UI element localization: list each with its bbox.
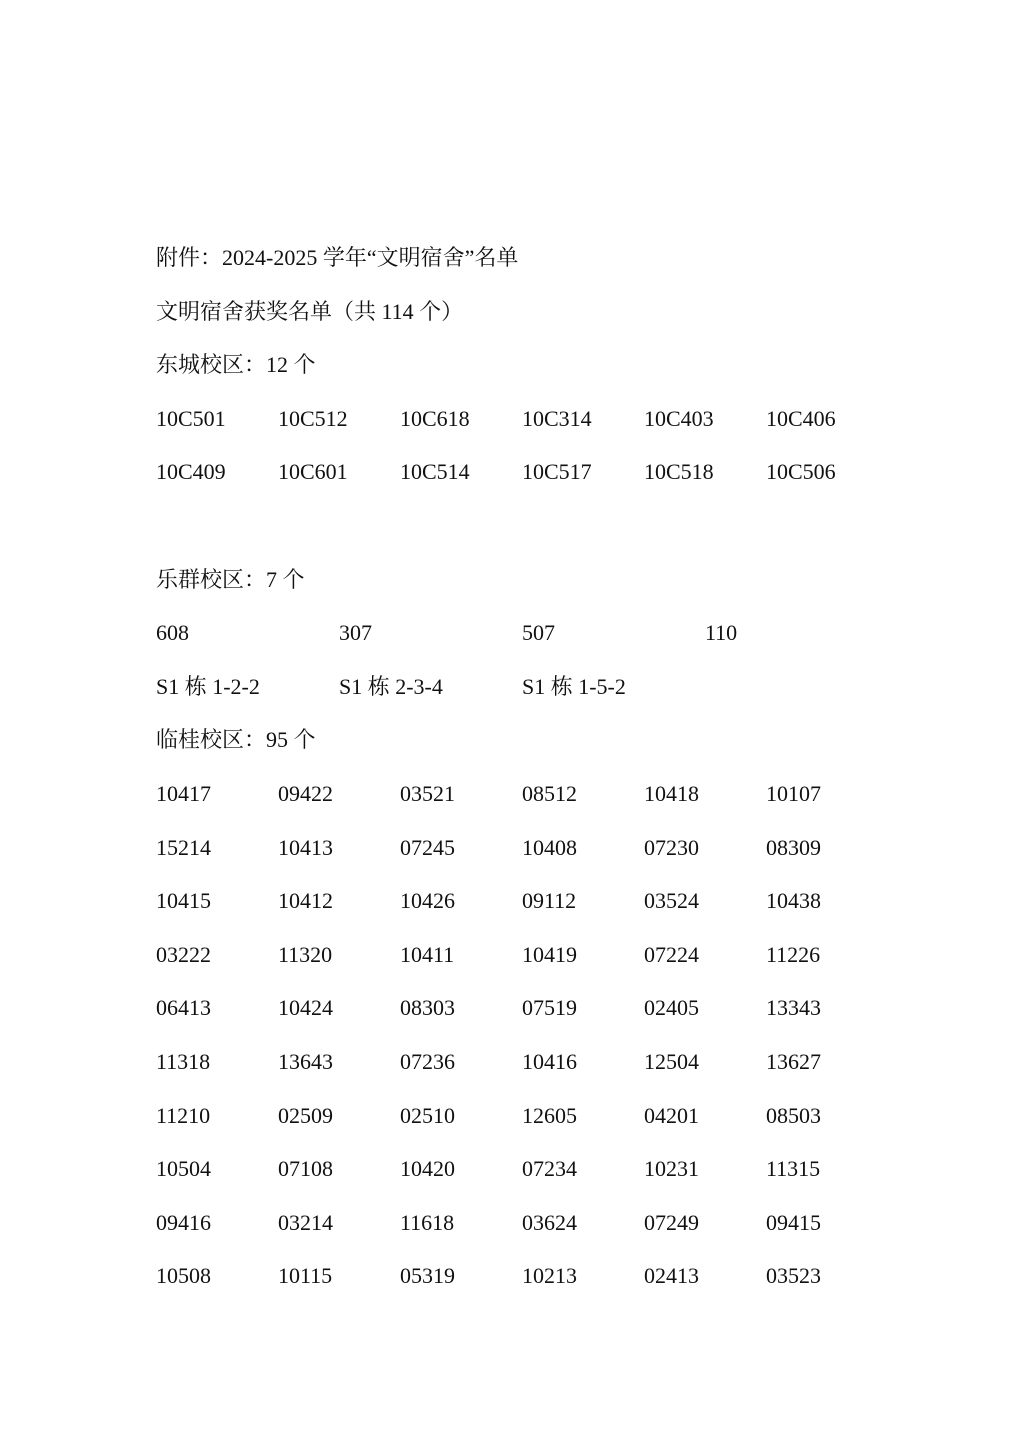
dorm-id: 09422: [278, 780, 333, 806]
dorm-id: 09416: [156, 1209, 211, 1235]
dorm-row: [156, 821, 876, 875]
dorm-id: 07236: [400, 1048, 455, 1074]
dorm-id: 10415: [156, 888, 211, 914]
dorm-id: 07245: [400, 834, 455, 860]
dorm-id: 608: [156, 620, 189, 646]
dorm-row: [156, 981, 876, 1035]
document-subtitle: 文明宿舍获奖名单（共 114 个）: [156, 298, 464, 324]
dorm-row: [156, 1196, 876, 1250]
dorm-id: 13343: [766, 995, 821, 1021]
dorm-id: 02413: [644, 1263, 699, 1289]
dorm-id: 10115: [278, 1263, 333, 1289]
dorm-id: 03523: [766, 1263, 821, 1289]
dorm-id: 11210: [156, 1102, 211, 1128]
dorm-id: 10C601: [278, 459, 348, 485]
dorm-id: 110: [705, 620, 738, 646]
dorm-id: S1 栋 2-3-4: [339, 673, 443, 699]
dorm-id: 02509: [278, 1102, 333, 1128]
dorm-row: [156, 1142, 876, 1196]
dorm-row: [156, 445, 876, 499]
dorm-id: 02405: [644, 995, 699, 1021]
dorm-row: [156, 1089, 876, 1143]
dorm-id: 10107: [766, 780, 821, 806]
dorm-row: [156, 392, 876, 446]
dorm-id: 10C512: [278, 405, 348, 431]
dorm-id: 07224: [644, 941, 699, 967]
campus-sections: [156, 338, 876, 1303]
dorm-row: [156, 1249, 876, 1303]
dorm-row: [156, 606, 876, 660]
dorm-id: 07234: [522, 1156, 577, 1182]
dorm-id: 03214: [278, 1209, 333, 1235]
dorm-id: 08503: [766, 1102, 821, 1128]
document-body: [156, 231, 876, 1303]
dorm-id: 11315: [766, 1156, 821, 1182]
dorm-id: 09112: [522, 888, 577, 914]
dorm-id: 07108: [278, 1156, 333, 1182]
dorm-id: 03222: [156, 941, 211, 967]
dorm-id: 08303: [400, 995, 455, 1021]
dorm-id: 10231: [644, 1156, 699, 1182]
dorm-id: 13643: [278, 1048, 333, 1074]
dorm-id: 04201: [644, 1102, 699, 1128]
dorm-id: 10C506: [766, 459, 836, 485]
dorm-id: 07519: [522, 995, 577, 1021]
dorm-id: 10C314: [522, 405, 592, 431]
dorm-id: 11320: [278, 941, 333, 967]
dorm-id: 11618: [400, 1209, 455, 1235]
dorm-id: 10C518: [644, 459, 714, 485]
dorm-id: 11318: [156, 1048, 211, 1074]
dorm-row: [156, 660, 876, 714]
dorm-id: 10417: [156, 780, 211, 806]
dorm-id: 10413: [278, 834, 333, 860]
dorm-id: 03624: [522, 1209, 577, 1235]
dorm-id: 10426: [400, 888, 455, 914]
dorm-id: 10411: [400, 941, 455, 967]
dorm-id: 03524: [644, 888, 699, 914]
dorm-id: 10C406: [766, 405, 836, 431]
dorm-row: [156, 1035, 876, 1089]
dorm-id: 11226: [766, 941, 821, 967]
dorm-id: 10C514: [400, 459, 470, 485]
dorm-id: 10504: [156, 1156, 211, 1182]
dorm-id: 15214: [156, 834, 211, 860]
dorm-id: 10412: [278, 888, 333, 914]
dorm-id: 10418: [644, 780, 699, 806]
campus-heading: 乐群校区：7 个: [156, 566, 305, 592]
dorm-id: 10C501: [156, 405, 226, 431]
dorm-id: S1 栋 1-5-2: [522, 673, 626, 699]
document-title: 附件：2024-2025 学年“文明宿舍”名单: [156, 245, 519, 270]
dorm-id: 10213: [522, 1263, 577, 1289]
dorm-id: 12504: [644, 1048, 699, 1074]
dorm-row: [156, 874, 876, 928]
campus-heading: 临桂校区：95 个: [156, 727, 316, 753]
dorm-id: 07230: [644, 834, 699, 860]
dorm-id: 10C517: [522, 459, 592, 485]
dorm-id: 02510: [400, 1102, 455, 1128]
dorm-id: 10424: [278, 995, 333, 1021]
dorm-id: 09415: [766, 1209, 821, 1235]
dorm-id: 08309: [766, 834, 821, 860]
dorm-id: 10C403: [644, 405, 714, 431]
dorm-id: 06413: [156, 995, 211, 1021]
blank-line: [156, 499, 876, 553]
campus-heading: 东城校区：12 个: [156, 352, 316, 378]
dorm-id: 10C618: [400, 405, 470, 431]
dorm-id: 10419: [522, 941, 577, 967]
dorm-id: 13627: [766, 1048, 821, 1074]
dorm-id: S1 栋 1-2-2: [156, 673, 260, 699]
dorm-id: 03521: [400, 780, 455, 806]
dorm-id: 10C409: [156, 459, 226, 485]
dorm-id: 10408: [522, 834, 577, 860]
dorm-id: 10416: [522, 1048, 577, 1074]
dorm-id: 08512: [522, 780, 577, 806]
dorm-id: 10420: [400, 1156, 455, 1182]
dorm-id: 10438: [766, 888, 821, 914]
dorm-row: [156, 767, 876, 821]
dorm-id: 12605: [522, 1102, 577, 1128]
dorm-id: 07249: [644, 1209, 699, 1235]
dorm-id: 05319: [400, 1263, 455, 1289]
dorm-id: 507: [522, 620, 555, 646]
dorm-id: 10508: [156, 1263, 211, 1289]
dorm-row: [156, 928, 876, 982]
dorm-id: 307: [339, 620, 372, 646]
